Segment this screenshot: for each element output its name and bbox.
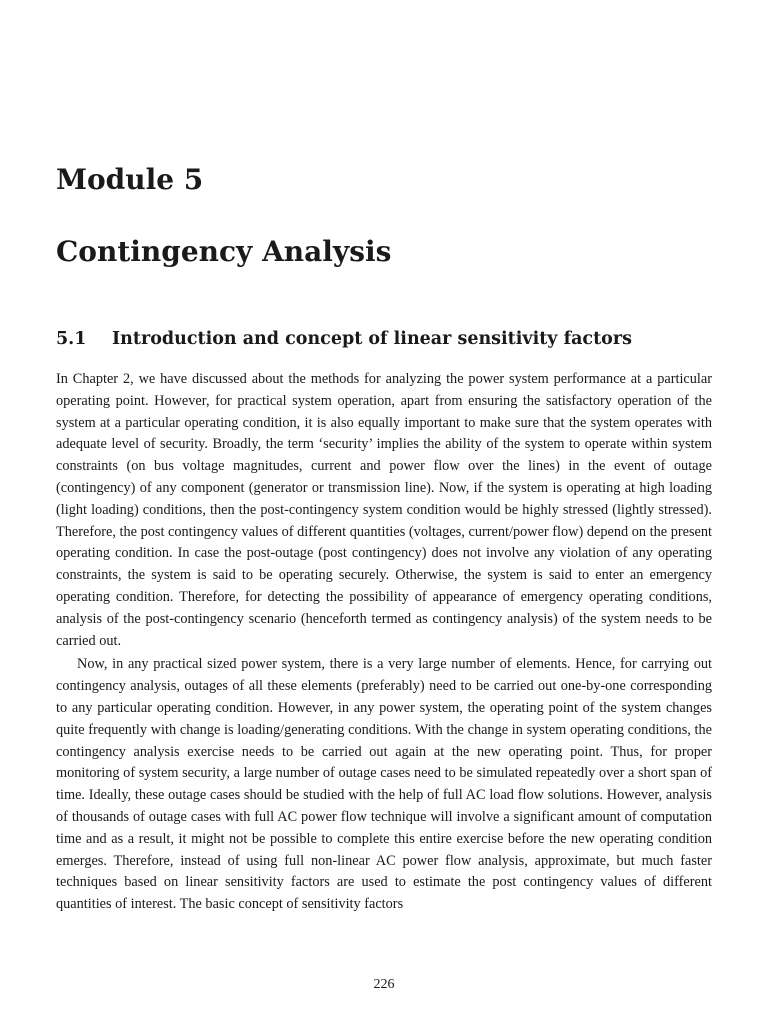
paragraph-1: In Chapter 2, we have discussed about the methods for analyzing the power system performance at a particular operating point. However, for practical system operation, apart from ensuring the satisfactory operation of the system at a particular operating condition, it is also equally important to make sure that the system operates with adequate level of security. Broadly, the term ‘security’ implies the ability of the system to operate within system constraints (on bus voltage magnitudes, current and power flow over the lines) in the event of outage (contingency) of any component (generator or transmission line). Now, if the system is operating at high loading (light loading) conditions, then the post-contingency system condition would be highly stressed (lightly stressed). Therefore, the post contingency values of different quantities (voltages, current/power flow) depend on the present operating condition. In case the post-outage (post contingency) does not involve any violation of any operating constraints, the system is said to be operating securely. Otherwise, the system is said to enter an emergency operating condition. Therefore, for detecting the possibility of appearance of emergency operating conditions, analysis of the post-contingency scenario (henceforth termed as contingency analysis) of the system needs to be carried out. [56,371,712,649]
chapter-title: Contingency Analysis [56,235,392,268]
section-heading [56,326,712,352]
body-text [56,369,712,963]
section-title: Introduction and concept of linear sensitivity factors [112,329,632,349]
module-label: Module 5 [56,163,204,196]
page-number: 226 [373,977,395,992]
paragraph-2: Now, in any practical sized power system, there is a very large number of elements. Hence, for carrying out contingency analysis, outages of all these elements (preferably) need to be carried out one-by-one corresponding to any particular operating condition. However, in any power system, the operating point of the system changes quite frequently with change is loading/generating conditions. With the change in system operating conditions, the contingency analysis exercise needs to be carried out again at the new operating point. Thus, for proper monitoring of system security, a large number of outage cases need to be simulated repeatedly over a short span of time. Ideally, these outage cases should be studied with the help of full AC load flow solutions. However, analysis of thousands of outage cases with full AC power flow technique will involve a significant amount of computation time and as a result, it might not be possible to complete this entire exercise before the new operating condition emerges. Therefore, instead of using full non-linear AC power flow analysis, approximate, but much faster techniques based on linear sensitivity factors are used to estimate the post contingency values of different quantities of interest. The basic concept of sensitivity factors [56,656,712,913]
section-number: 5.1 [56,329,87,349]
